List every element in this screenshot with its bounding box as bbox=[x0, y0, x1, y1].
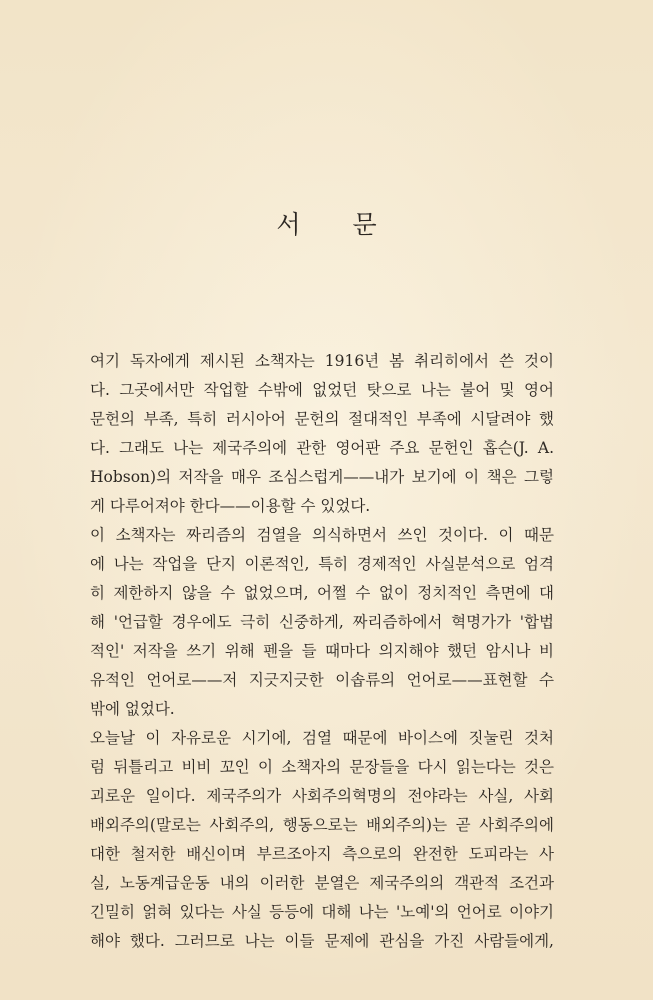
text-line: 히 제한하지 않을 수 없었으며, 어쩔 수 없이 정치적인 측면에 대 bbox=[90, 584, 554, 602]
text-line: 여기 독자에게 제시된 소책자는 1916년 봄 취리히에서 쓴 것이 bbox=[90, 352, 554, 370]
text-line: 대한 철저한 배신이며 부르조아지 측으로의 완전한 도피라는 사 bbox=[90, 845, 554, 863]
text-line: 긴밀히 얽혀 있다는 사실 등등에 대해 나는 '노예'의 언어로 이야기 bbox=[90, 903, 554, 921]
text-line: 해야 했다. 그러므로 나는 이들 문제에 관심을 가진 사람들에게, bbox=[90, 932, 554, 950]
text-line: 밖에 없었다. bbox=[90, 700, 175, 718]
text-line: 게 다루어져야 한다——이용할 수 있었다. bbox=[90, 497, 371, 515]
text-line: 괴로운 일이다. 제국주의가 사회주의혁명의 전야라는 사실, 사회 bbox=[90, 787, 554, 805]
page-title: 서 문 bbox=[276, 210, 399, 239]
text-line: 이 소책자는 짜리즘의 검열을 의식하면서 쓰인 것이다. 이 때문 bbox=[90, 526, 554, 544]
paragraph-3 bbox=[90, 724, 554, 956]
text-line: 실, 노동계급운동 내의 이러한 분열은 제국주의의 객관적 조건과 bbox=[90, 874, 554, 892]
text-line: 오늘날 이 자유로운 시기에, 검열 때문에 바이스에 짓눌린 것처 bbox=[90, 729, 554, 747]
text-line: 다. 그래도 나는 제국주의에 관한 영어판 주요 문헌인 홉슨(J. A. bbox=[90, 439, 554, 457]
text-line: 문헌의 부족, 특히 러시아어 문헌의 절대적인 부족에 시달려야 했 bbox=[90, 410, 554, 428]
text-line: 배외주의(말로는 사회주의, 행동으로는 배외주의)는 곧 사회주의에 bbox=[90, 816, 554, 834]
text-line: 해 '언급할 경우에도 극히 신중하게, 짜리즘하에서 혁명가가 '합법 bbox=[90, 613, 554, 631]
text-line: 유적인 언어로——저 지긋지긋한 이솝류의 언어로——표현할 수 bbox=[90, 671, 554, 689]
text-line: 에 나는 작업을 단지 이론적인, 특히 경제적인 사실분석으로 엄격 bbox=[90, 555, 554, 573]
text-line: 다. 그곳에서만 작업할 수밖에 없었던 탓으로 나는 불어 및 영어 bbox=[90, 381, 554, 399]
text-line: 럼 뒤틀리고 비비 꼬인 이 소책자의 문장들을 다시 읽는다는 것은 bbox=[90, 758, 554, 776]
text-line: 적인' 저작을 쓰기 위해 펜을 들 때마다 의지해야 했던 암시나 비 bbox=[90, 642, 554, 660]
paragraph-1 bbox=[90, 347, 554, 521]
body-text bbox=[90, 347, 554, 956]
text-line: Hobson)의 저작을 매우 조심스럽게——내가 보기에 이 책은 그렇 bbox=[90, 468, 554, 486]
paragraph-2 bbox=[90, 521, 554, 724]
